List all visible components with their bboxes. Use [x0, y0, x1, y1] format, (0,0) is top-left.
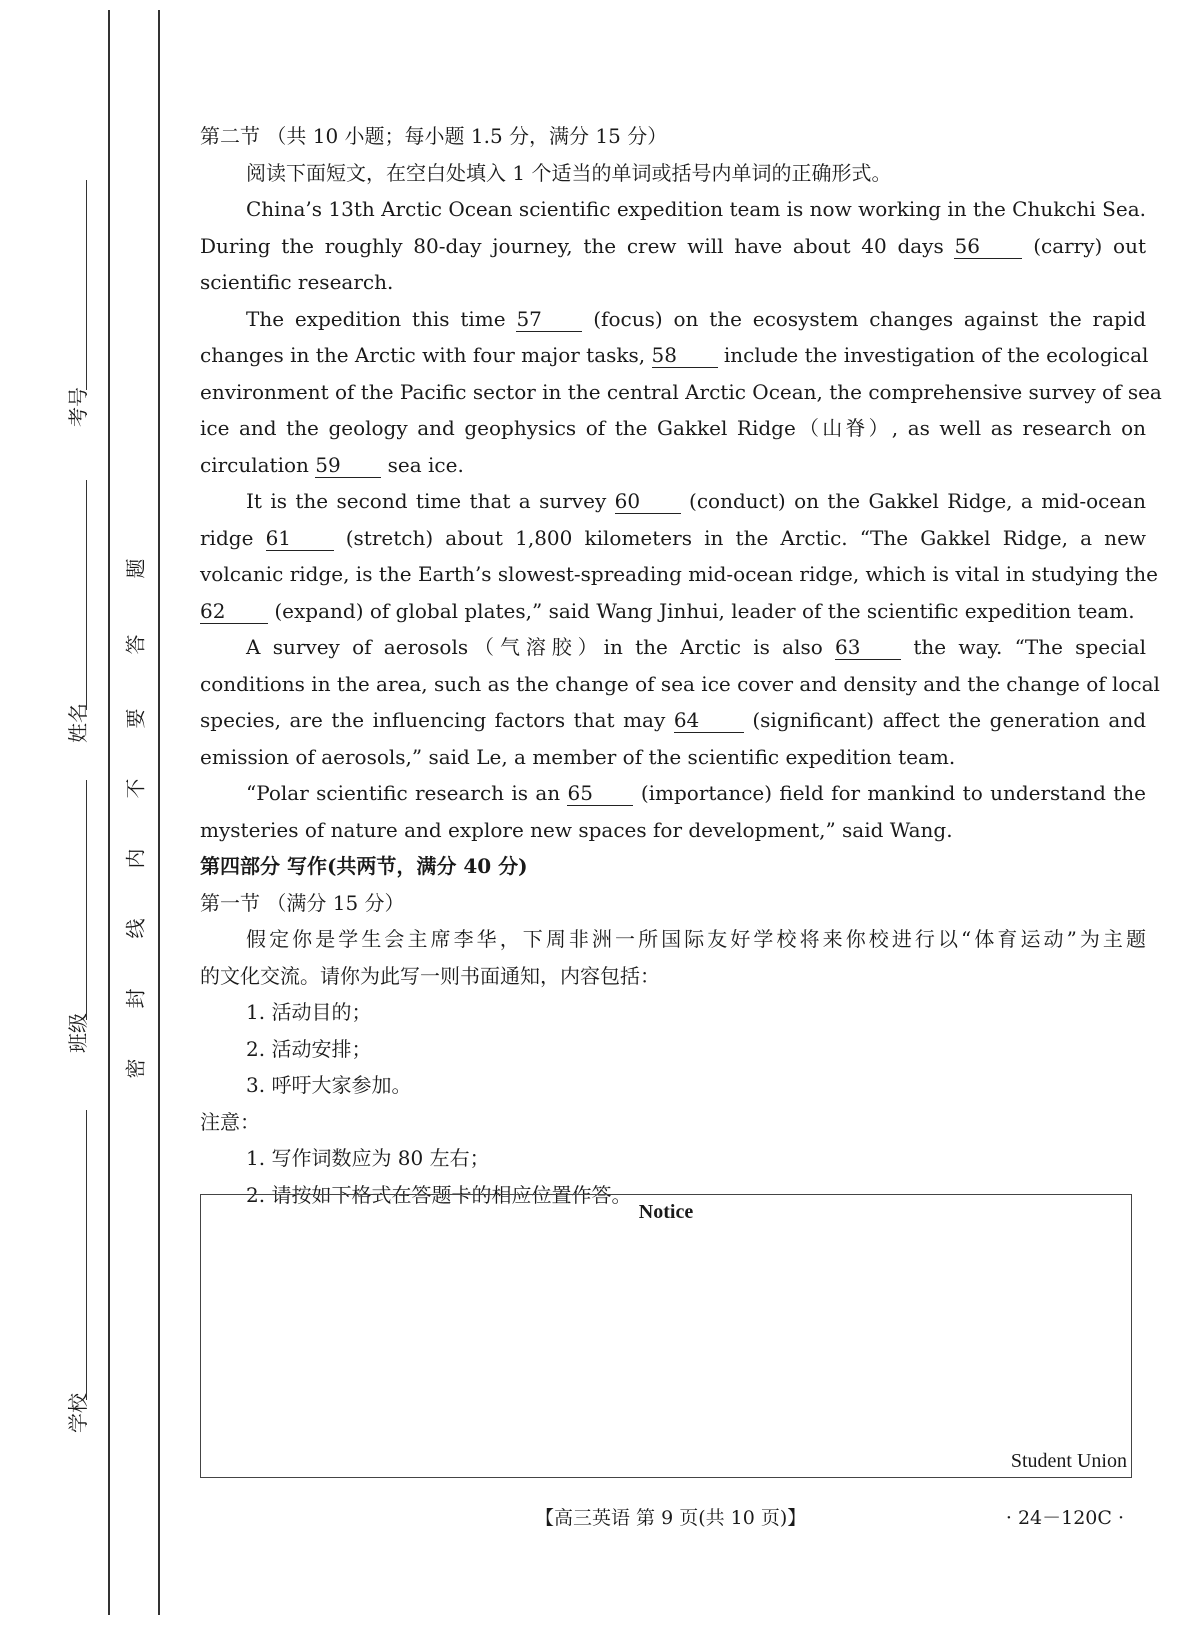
exam-no-label: 考号: [66, 387, 90, 427]
paper-code: · 24－120C ·: [1005, 1507, 1124, 1529]
passage-line: China’s 13th Arctic Ocean scientific expedition team is now working in the Chukchi Sea.: [246, 197, 1146, 221]
text-run: (significant) affect the generation and: [752, 708, 1147, 732]
seal-notice: [120, 0, 148, 1627]
exam-no-underline: [86, 180, 87, 390]
passage-line: mysteries of nature and explore new spaces for development,” said Wang.: [200, 817, 953, 842]
school-field: [56, 1110, 96, 1450]
passage-line: [200, 301, 1146, 338]
text-run: (importance) field for mankind to understand the: [640, 781, 1147, 805]
passage-line: [200, 593, 1146, 630]
passage-line: ice and the geology and geophysics of the Gakkel Ridge（山脊）, as well as research on: [200, 416, 1146, 440]
seal-char: 内: [123, 848, 148, 869]
text-run: ridge: [200, 525, 254, 550]
name-underline: [86, 480, 87, 710]
seal-char: 密: [123, 1058, 148, 1079]
school-label: 学校: [66, 1393, 90, 1433]
seal-char: 要: [123, 708, 148, 729]
notice-answer-box[interactable]: [200, 1194, 1132, 1478]
text-run: species, are the influencing factors that may: [200, 708, 666, 732]
text-run: (stretch) about 1,800 kilometers in the Arctic. “The Gakkel Ridge, a new: [345, 525, 1147, 550]
seal-char: 封: [123, 988, 148, 1009]
passage-line: environment of the Pacific sector in the central Arctic Ocean, the comprehensive survey of sea: [200, 379, 1162, 404]
school-underline: [86, 1110, 87, 1400]
text-run: The expedition this time: [246, 306, 506, 331]
writing-prompt: 的文化交流。请你为此写一则书面通知，内容包括：: [200, 963, 660, 988]
blank-62[interactable]: 62: [200, 599, 268, 624]
passage-line: [200, 228, 1146, 265]
text-run: sea ice.: [387, 452, 464, 477]
blank-61[interactable]: 61: [266, 526, 334, 551]
passage-line: emission of aerosols,” said Le, a member of the scientific expedition team.: [200, 744, 956, 769]
note-item: 2. 请按如下格式在答题卡的相应位置作答。: [246, 1182, 632, 1207]
text-run: During the roughly 80-day journey, the crew will have about 40 days: [200, 233, 944, 258]
class-field: [56, 780, 96, 1070]
notice-signature: Student Union: [1010, 1450, 1127, 1472]
blank-58[interactable]: 58: [652, 343, 718, 368]
notice-title: Notice: [638, 1201, 694, 1223]
passage-line: [200, 447, 1146, 484]
text-run: the way. “The special: [913, 635, 1146, 659]
note-label: 注意：: [200, 1109, 260, 1134]
passage-line: [200, 483, 1146, 520]
passage-line: scientific research.: [200, 270, 394, 294]
blank-64[interactable]: 64: [674, 708, 744, 733]
text-run: It is the second time that a survey: [246, 489, 607, 513]
seal-char: 线: [123, 918, 148, 939]
text-run: changes in the Arctic with four major tasks,: [200, 343, 646, 367]
prompt-item: 2. 活动安排；: [246, 1036, 372, 1061]
name-field: [56, 480, 96, 760]
section-heading: 第二节 （共 10 小题；每小题 1.5 分，满分 15 分）: [200, 124, 668, 148]
text-run: circulation: [200, 452, 309, 477]
blank-57[interactable]: 57: [516, 307, 582, 332]
binding-line-inner: [158, 10, 160, 1615]
note-item: 1. 写作词数应为 80 左右；: [246, 1146, 490, 1170]
part4-subheading: 第一节 （满分 15 分）: [200, 890, 405, 915]
exam-no-field: [56, 180, 96, 440]
passage-line: [200, 337, 1149, 374]
prompt-item: 3. 呼吁大家参加。: [246, 1073, 412, 1097]
text-run: (conduct) on the Gakkel Ridge, a mid-ocean: [689, 489, 1147, 513]
blank-59[interactable]: 59: [315, 453, 381, 478]
section-instruction: 阅读下面短文，在空白处填入 1 个适当的单词或括号内单词的正确形式。: [246, 160, 892, 185]
passage-line: [200, 629, 1146, 666]
main-content: [200, 118, 1162, 1213]
class-underline: [86, 780, 87, 1020]
blank-63[interactable]: 63: [835, 635, 901, 660]
binding-line-outer: [108, 10, 110, 1615]
class-label: 班级: [66, 1013, 90, 1053]
seal-char: 题: [123, 558, 148, 579]
text-run: (expand) of global plates,” said Wang Jinhui, leader of the scientific expedition team.: [274, 598, 1135, 623]
seal-char: 不: [123, 778, 148, 799]
text-run: (carry) out: [1033, 233, 1147, 258]
text-run: A survey of aerosols（气溶胶）in the Arctic is also: [246, 635, 823, 659]
prompt-item: 1. 活动目的；: [246, 1000, 372, 1024]
passage-line: [200, 520, 1146, 557]
passage-line: [200, 702, 1146, 739]
seal-char: 答: [123, 634, 148, 655]
passage-line: volcanic ridge, is the Earth’s slowest-spreading mid-ocean ridge, which is vital in studying the: [200, 562, 1158, 586]
passage-line: conditions in the area, such as the change of sea ice cover and density and the change of local: [200, 671, 1160, 696]
blank-60[interactable]: 60: [615, 489, 681, 514]
name-label: 姓名: [66, 703, 90, 743]
blank-56[interactable]: 56: [954, 234, 1022, 259]
text-run: “Polar scientific research is an: [246, 781, 561, 805]
text-run: include the investigation of the ecological: [723, 343, 1149, 367]
text-run: (focus) on the ecosystem changes against the rapid: [593, 306, 1147, 331]
part4-heading: 第四部分 写作(共两节，满分 40 分): [200, 854, 528, 878]
passage-line: [200, 775, 1146, 812]
writing-prompt: 假定你是学生会主席李华，下周非洲一所国际友好学校将来你校进行以“体育运动”为主题: [246, 927, 1146, 951]
blank-65[interactable]: 65: [567, 781, 633, 806]
page-info: 【高三英语 第 9 页(共 10 页)】: [535, 1507, 807, 1529]
